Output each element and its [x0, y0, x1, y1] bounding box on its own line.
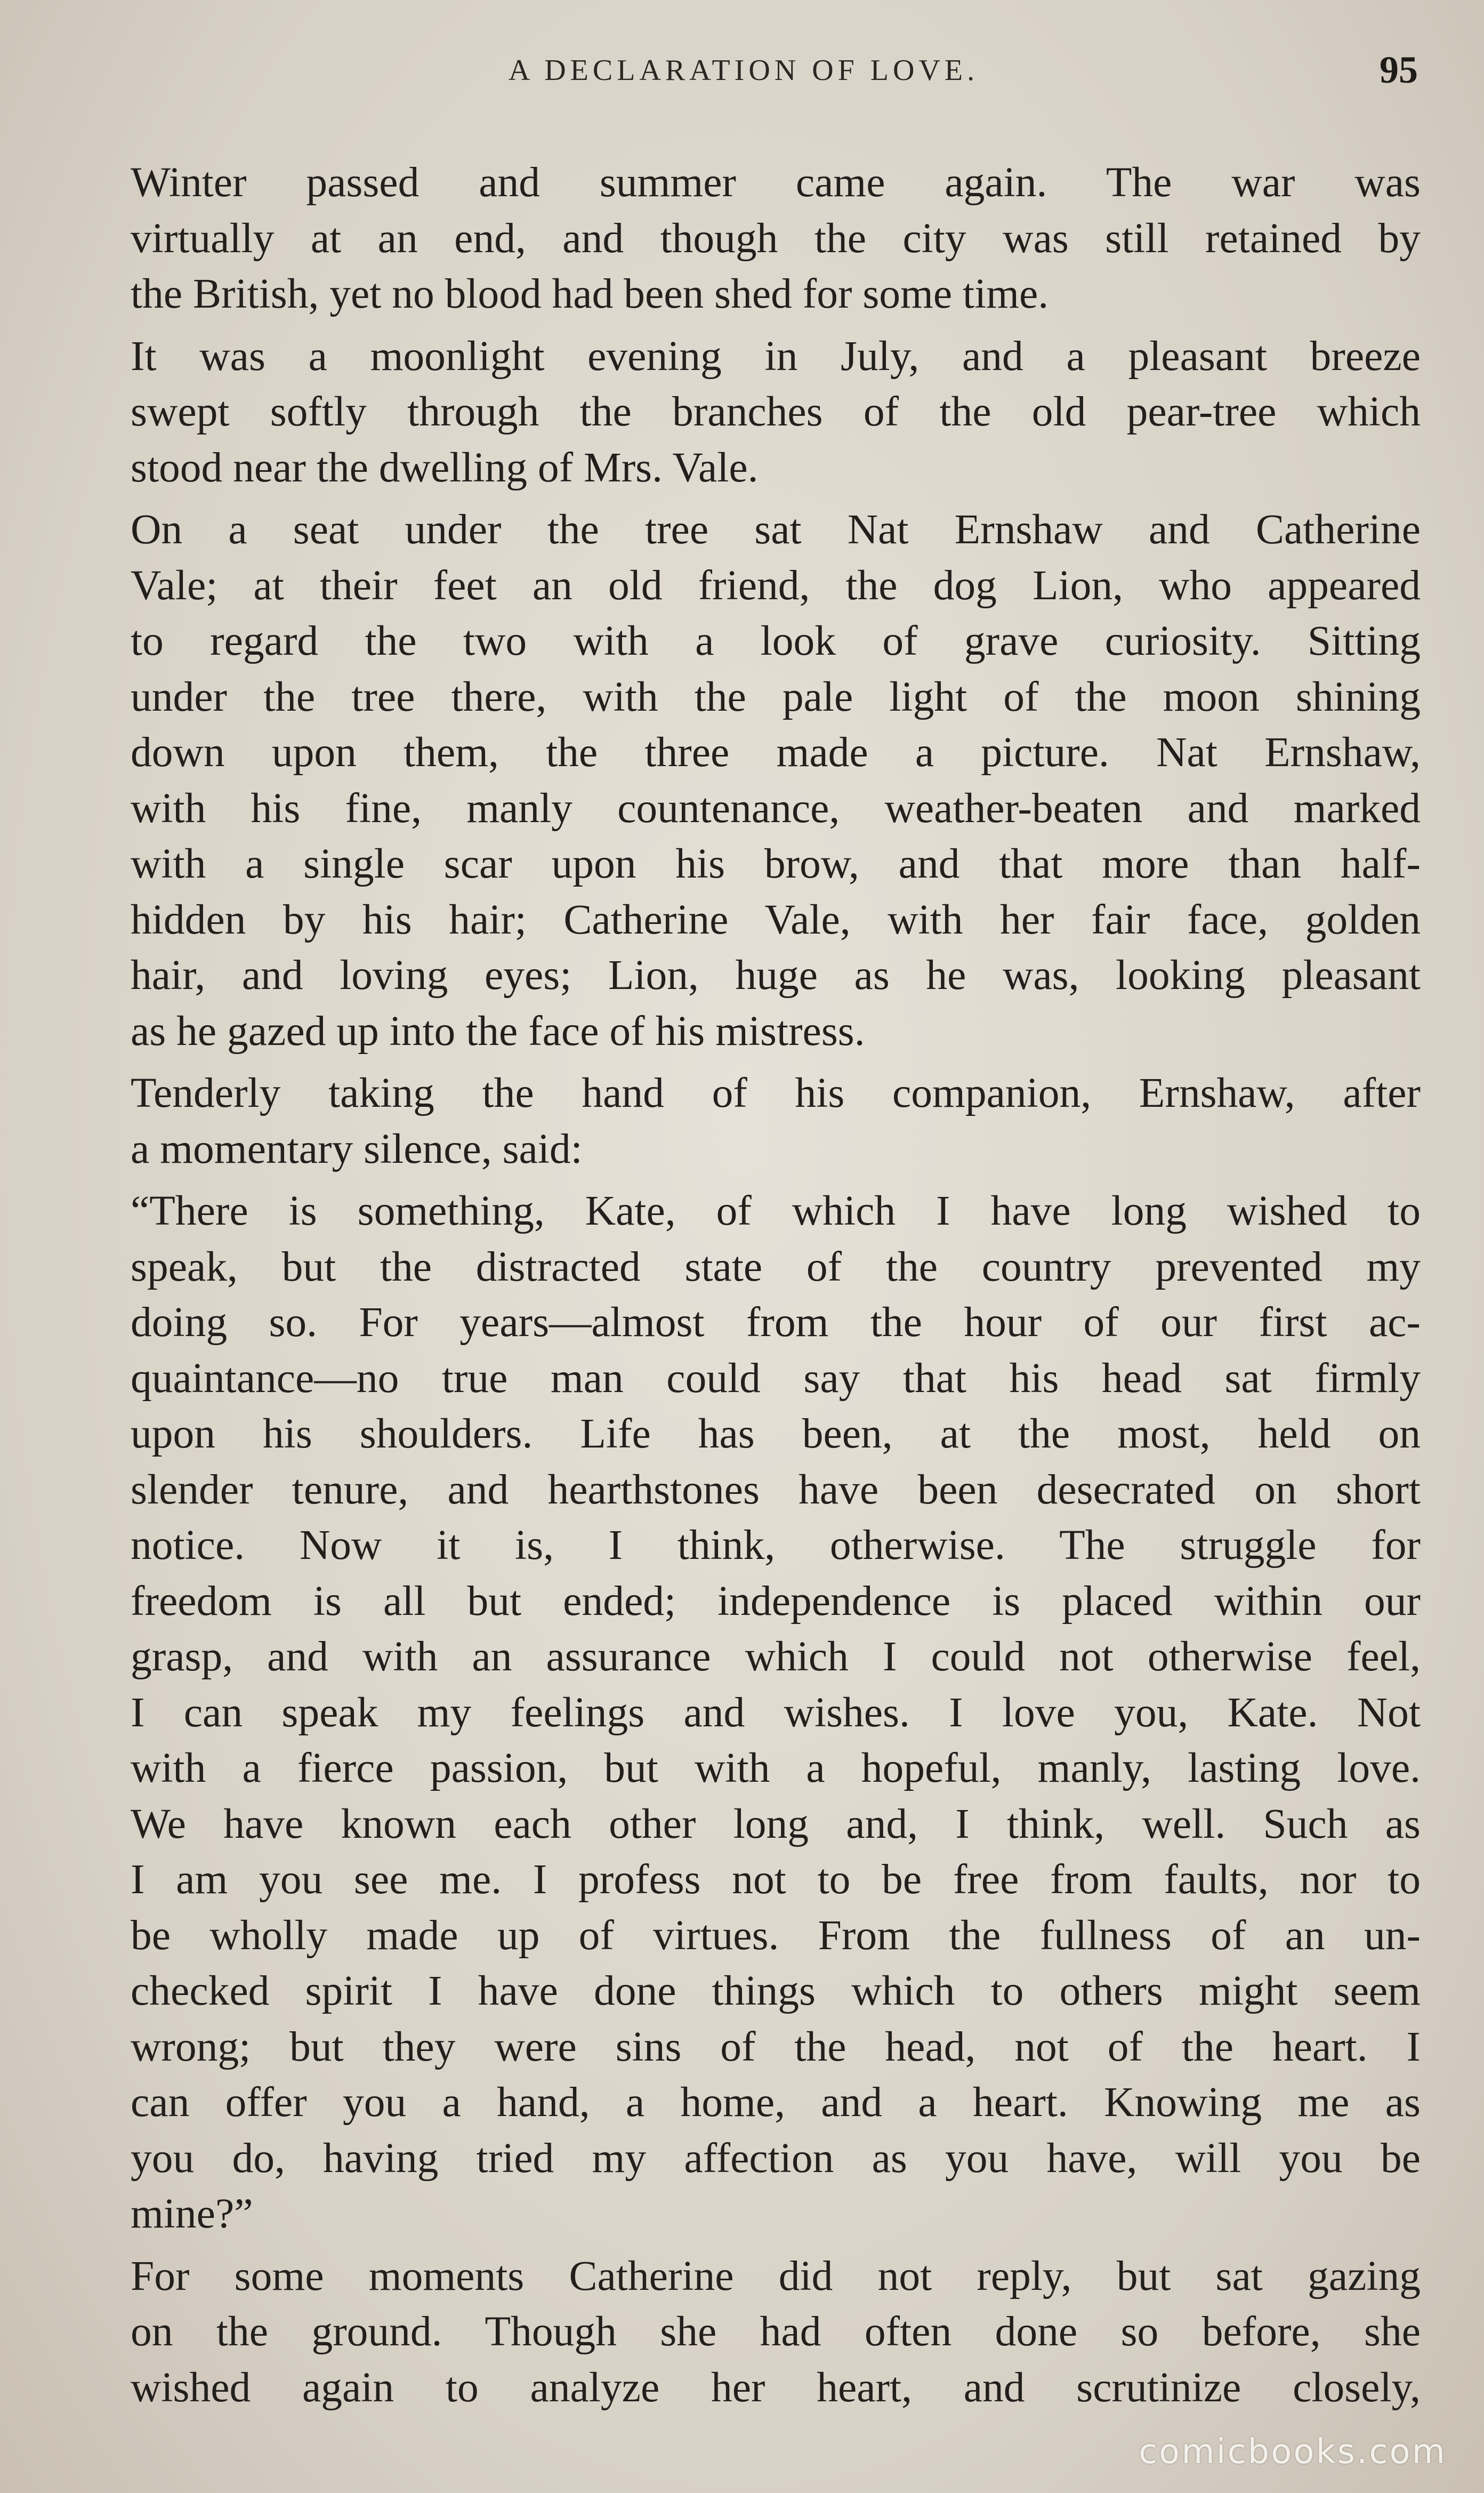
paragraph [72, 502, 1421, 1059]
text-line: the British, yet no blood had been shed for some time. [131, 270, 1049, 317]
text-line: mine?” [131, 2190, 253, 2237]
text-line: I am you see me. I profess not to be free from faults, nor to [131, 1856, 1421, 1903]
text-line: We have known each other long and, I think, well. Such as [131, 1800, 1421, 1847]
text-line: I can speak my feelings and wishes. I love you, Kate. Not [131, 1688, 1421, 1736]
text-line: as he gazed up into the face of his mistress. [131, 1007, 865, 1055]
text-line: quaintance—no true man could say that his head sat firmly [131, 1354, 1421, 1402]
text-line: with his fine, manly countenance, weather-beaten and marked [131, 784, 1421, 832]
paragraph [72, 328, 1421, 496]
text-line: doing so. For years—almost from the hour of our first ac- [131, 1299, 1421, 1346]
text-line: swept softly through the branches of the old pear-tree which [131, 388, 1421, 435]
text-line: For some moments Catherine did not reply, but sat gazing [131, 2252, 1421, 2299]
body-text [72, 155, 1421, 2422]
text-line: upon his shoulders. Life has been, at the most, held on [131, 1410, 1421, 1457]
text-line: to regard the two with a look of grave curiosity. Sitting [131, 617, 1421, 664]
text-line: on the ground. Though she had often done so before, she [131, 2308, 1421, 2355]
text-line: stood near the dwelling of Mrs. Vale. [131, 444, 759, 491]
text-line: be wholly made up of virtues. From the fullness of an un- [131, 1911, 1421, 1959]
text-line: wrong; but they were sins of the head, not of the heart. I [131, 2023, 1421, 2070]
text-line: with a fierce passion, but with a hopeful, manly, lasting love. [131, 1744, 1421, 1791]
text-line: checked spirit I have done things which to others might seem [131, 1967, 1421, 2014]
text-line: a momentary silence, said: [131, 1125, 583, 1172]
text-line: with a single scar upon his brow, and that more than half- [131, 840, 1421, 887]
text-line: hidden by his hair; Catherine Vale, with her fair face, golden [131, 896, 1421, 943]
text-line: “There is something, Kate, of which I have long wished to [131, 1187, 1421, 1234]
page-number: 95 [1380, 49, 1418, 91]
text-line: down upon them, the three made a picture. Nat Ernshaw, [131, 729, 1421, 776]
text-line: Winter passed and summer came again. The war was [131, 159, 1421, 206]
watermark: comicbooks.com [1138, 2432, 1447, 2472]
text-line: grasp, and with an assurance which I could not otherwise feel, [131, 1633, 1421, 1680]
page-header [69, 48, 1418, 96]
text-line: It was a moonlight evening in July, and a pleasant breeze [131, 332, 1421, 380]
text-line: Vale; at their feet an old friend, the dog Lion, who appeared [131, 561, 1421, 609]
text-line: wished again to analyze her heart, and scrutinize closely, [131, 2363, 1421, 2411]
text-line: On a seat under the tree sat Nat Ernshaw and Catherine [131, 506, 1421, 553]
text-line: hair, and loving eyes; Lion, huge as he was, looking pleasant [131, 952, 1421, 999]
running-head: A DECLARATION OF LOVE. [508, 54, 979, 87]
text-line: you do, having tried my affection as you have, will you be [131, 2134, 1421, 2182]
text-line: virtually at an end, and though the city was still retained by [131, 214, 1421, 262]
text-line: Tenderly taking the hand of his companion, Ernshaw, after [131, 1069, 1421, 1116]
paragraph [72, 1065, 1421, 1177]
text-line: slender tenure, and hearthstones have been desecrated on short [131, 1466, 1421, 1513]
paragraph [72, 155, 1421, 322]
paragraph [72, 1183, 1421, 2242]
text-line: can offer you a hand, a home, and a heart. Knowing me as [131, 2079, 1421, 2126]
paragraph [72, 2248, 1421, 2416]
text-line: speak, but the distracted state of the country prevented my [131, 1243, 1421, 1290]
text-line: freedom is all but ended; independence is placed within our [131, 1577, 1421, 1625]
text-line: notice. Now it is, I think, otherwise. The struggle for [131, 1522, 1421, 1569]
text-line: under the tree there, with the pale light of the moon shining [131, 673, 1421, 720]
